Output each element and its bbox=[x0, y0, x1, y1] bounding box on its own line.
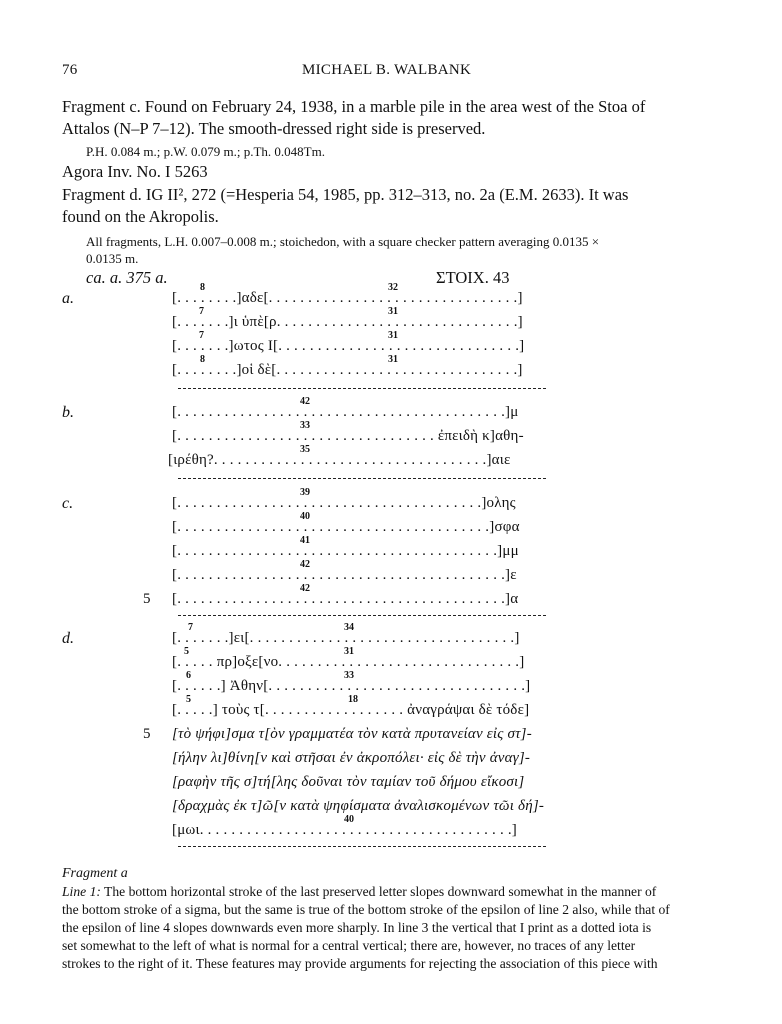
frag-a-line-4-count: 31 bbox=[388, 354, 398, 365]
frag-b-line-1: [. . . . . . . . . . . . . . . . . . . . . . . . . . . . . . . . . . . . . . . . . .]μ bbox=[172, 404, 519, 420]
frag-d-line-3-count: 33 bbox=[344, 670, 354, 681]
frag-c-line-1: Fragment c. Found on February 24, 1938, in a marble pile in the area west of the Stoa of bbox=[62, 97, 646, 116]
frag-c-dimensions: P.H. 0.084 m.; p.W. 0.079 m.; p.Th. 0.048Tm. bbox=[86, 144, 325, 159]
frag-d-line-3: [. . . . . .] Ἀθην[. . . . . . . . . . . . . . . . . . . . . . . . . . . . . . . . .] bbox=[172, 678, 531, 694]
frag-d-line-1-count: 34 bbox=[344, 622, 354, 633]
frag-c-line-4-count: 42 bbox=[300, 559, 310, 570]
frag-d-line-3-pre: 6 bbox=[186, 670, 191, 681]
fragment-d-label: d. bbox=[62, 630, 74, 647]
running-title: MICHAEL B. WALBANK bbox=[302, 62, 472, 78]
frag-c-line-2: [. . . . . . . . . . . . . . . . . . . . . . . . . . . . . . . . . . . . . . . .]σφα bbox=[172, 519, 520, 535]
frag-b-line-3-count: 35 bbox=[300, 444, 310, 455]
frag-d-line-4-count: 18 bbox=[348, 694, 358, 705]
frag-d-line-2-pre: 5 bbox=[184, 646, 189, 657]
frag-d-line-1: Fragment d. IG II², 272 (=Hesperia 54, 1985, pp. 312–313, no. 2a (E.M. 2633). It was bbox=[62, 185, 629, 204]
frag-a-line-3-pre: 7 bbox=[199, 330, 204, 341]
frag-a-line-1: [. . . . . . . .]αδε[. . . . . . . . . . . . . . . . . . . . . . . . . . . . . . . .] bbox=[172, 290, 523, 306]
frag-c-line-4: [. . . . . . . . . . . . . . . . . . . . . . . . . . . . . . . . . . . . . . . . . .]ε bbox=[172, 567, 517, 583]
frag-c-line-3: [. . . . . . . . . . . . . . . . . . . . . . . . . . . . . . . . . . . . . . . . .]μμ bbox=[172, 543, 519, 559]
frag-c-divider bbox=[178, 615, 546, 616]
frag-d-divider bbox=[178, 846, 546, 847]
all-fragments-line-1: All fragments, L.H. 0.007–0.008 m.; stoichedon, with a square checker pattern averaging 0.0135 × bbox=[86, 234, 600, 249]
frag-d-line-2: found on the Akropolis. bbox=[62, 207, 219, 226]
frag-b-line-3: [ιρέθη?. . . . . . . . . . . . . . . . . . . . . . . . . . . . . . . . . . .]αιε bbox=[168, 452, 511, 468]
frag-c-line-number-5: 5 bbox=[143, 591, 151, 607]
commentary-line-4: set somewhat to the left of what is normal for a central vertical; there are, however, no traces of any letter bbox=[62, 938, 636, 953]
frag-a-line-3: [. . . . . . .]ωτος Ι[. . . . . . . . . . . . . . . . . . . . . . . . . . . . . . .] bbox=[172, 338, 525, 354]
frag-a-line-3-count: 31 bbox=[388, 330, 398, 341]
frag-c-line-1-count: 39 bbox=[300, 487, 310, 498]
frag-b-line-2-count: 33 bbox=[300, 420, 310, 431]
frag-d-line-1-pre: 7 bbox=[188, 622, 193, 633]
frag-d-line-8: [δραχμὰς ἐκ τ]ῶ[ν κατὰ ψηφίσματα ἀναλισκομένων τῶι δή]- bbox=[172, 798, 545, 814]
frag-b-line-1-count: 42 bbox=[300, 396, 310, 407]
frag-a-line-4: [. . . . . . . .]οἱ δὲ[. . . . . . . . . . . . . . . . . . . . . . . . . . . . . . .] bbox=[172, 362, 523, 378]
frag-c-line-3-count: 41 bbox=[300, 535, 310, 546]
commentary-line-5: strokes to the right of it. These features may provide arguments for rejecting the association of this piece with bbox=[62, 956, 658, 971]
frag-d-line-6: [ήλην λι]θίνη[ν καὶ στῆσαι ἐν ἀκροπόλει· εἰς δὲ τὴν ἀναγ]- bbox=[172, 750, 531, 766]
frag-c-line-5-count: 42 bbox=[300, 583, 310, 594]
frag-a-line-1-pre: 8 bbox=[200, 282, 205, 293]
commentary-line-2: the bottom stroke of a sigma, but the same is true of the bottom stroke of the epsilon of line 2 also, while that of bbox=[62, 902, 670, 917]
agora-inventory: Agora Inv. No. I 5263 bbox=[62, 162, 208, 181]
frag-d-line-5: [τὸ ψήφι]σμα τ[ὸν γραμματέα τὸν κατὰ πρυτανείαν εἰς στ]- bbox=[172, 726, 532, 742]
commentary-line-3: the epsilon of line 4 slopes downwards even more sharply. In line 3 the vertical that I print as a dotted iota is bbox=[62, 920, 652, 935]
commentary-line-1-text: The bottom horizontal stroke of the last preserved letter slopes downward somewhat in the manner of bbox=[100, 884, 657, 899]
frag-d-line-4: [. . . . .] τοὺς τ[. . . . . . . . . . . . . . . . . . ἀναγράψαι δὲ τόδε] bbox=[172, 702, 530, 718]
frag-d-line-1: [. . . . . . .]ει[. . . . . . . . . . . . . . . . . . . . . . . . . . . . . . . . . .] bbox=[172, 630, 520, 646]
frag-d-line-7: [ραφὴν τῆς σ]τή[λης δοῦναι τὸν ταμίαν τοῦ δήμου εἴκοσι] bbox=[172, 774, 525, 790]
page-number: 76 bbox=[62, 62, 78, 78]
commentary-line-1 bbox=[62, 884, 656, 900]
frag-b-line-2: [. . . . . . . . . . . . . . . . . . . . . . . . . . . . . . . . . ἐπειδὴ κ]αθη- bbox=[172, 428, 524, 444]
frag-d-line-number-5: 5 bbox=[143, 726, 151, 742]
frag-d-line-4-pre: 5 bbox=[186, 694, 191, 705]
frag-a-line-4-pre: 8 bbox=[200, 354, 205, 365]
frag-a-divider bbox=[178, 388, 546, 389]
commentary-heading: Fragment a bbox=[62, 866, 128, 881]
frag-a-line-2: [. . . . . . .]ι ὑπὲ[ρ. . . . . . . . . . . . . . . . . . . . . . . . . . . . . . .] bbox=[172, 314, 523, 330]
fragment-b-label: b. bbox=[62, 404, 74, 421]
commentary-line-label: Line 1: bbox=[62, 884, 101, 899]
frag-a-line-1-count: 32 bbox=[388, 282, 398, 293]
stoichedon-count: ΣΤΟΙΧ. 43 bbox=[436, 268, 510, 287]
date-line: ca. a. 375 a. bbox=[86, 268, 168, 287]
frag-a-line-2-pre: 7 bbox=[199, 306, 204, 317]
frag-c-line-2-count: 40 bbox=[300, 511, 310, 522]
frag-d-line-9-count: 40 bbox=[344, 814, 354, 825]
frag-d-line-9: [μωι. . . . . . . . . . . . . . . . . . . . . . . . . . . . . . . . . . . . . . . .] bbox=[172, 822, 517, 838]
fragment-a-label: a. bbox=[62, 290, 74, 307]
frag-c-line-1: [. . . . . . . . . . . . . . . . . . . . . . . . . . . . . . . . . . . . . . .]ολης bbox=[172, 495, 516, 511]
frag-d-line-2-count: 31 bbox=[344, 646, 354, 657]
all-fragments-line-2: 0.0135 m. bbox=[86, 251, 139, 266]
frag-c-line-5: [. . . . . . . . . . . . . . . . . . . . . . . . . . . . . . . . . . . . . . . . . .]α bbox=[172, 591, 519, 607]
frag-c-line-2: Attalos (N–P 7–12). The smooth-dressed right side is preserved. bbox=[62, 119, 486, 138]
frag-b-divider bbox=[178, 478, 546, 479]
frag-d-line-2: [. . . . . πρ]οξε[νο. . . . . . . . . . . . . . . . . . . . . . . . . . . . . . .] bbox=[172, 654, 525, 670]
fragment-c-label: c. bbox=[62, 495, 74, 512]
frag-a-line-2-count: 31 bbox=[388, 306, 398, 317]
